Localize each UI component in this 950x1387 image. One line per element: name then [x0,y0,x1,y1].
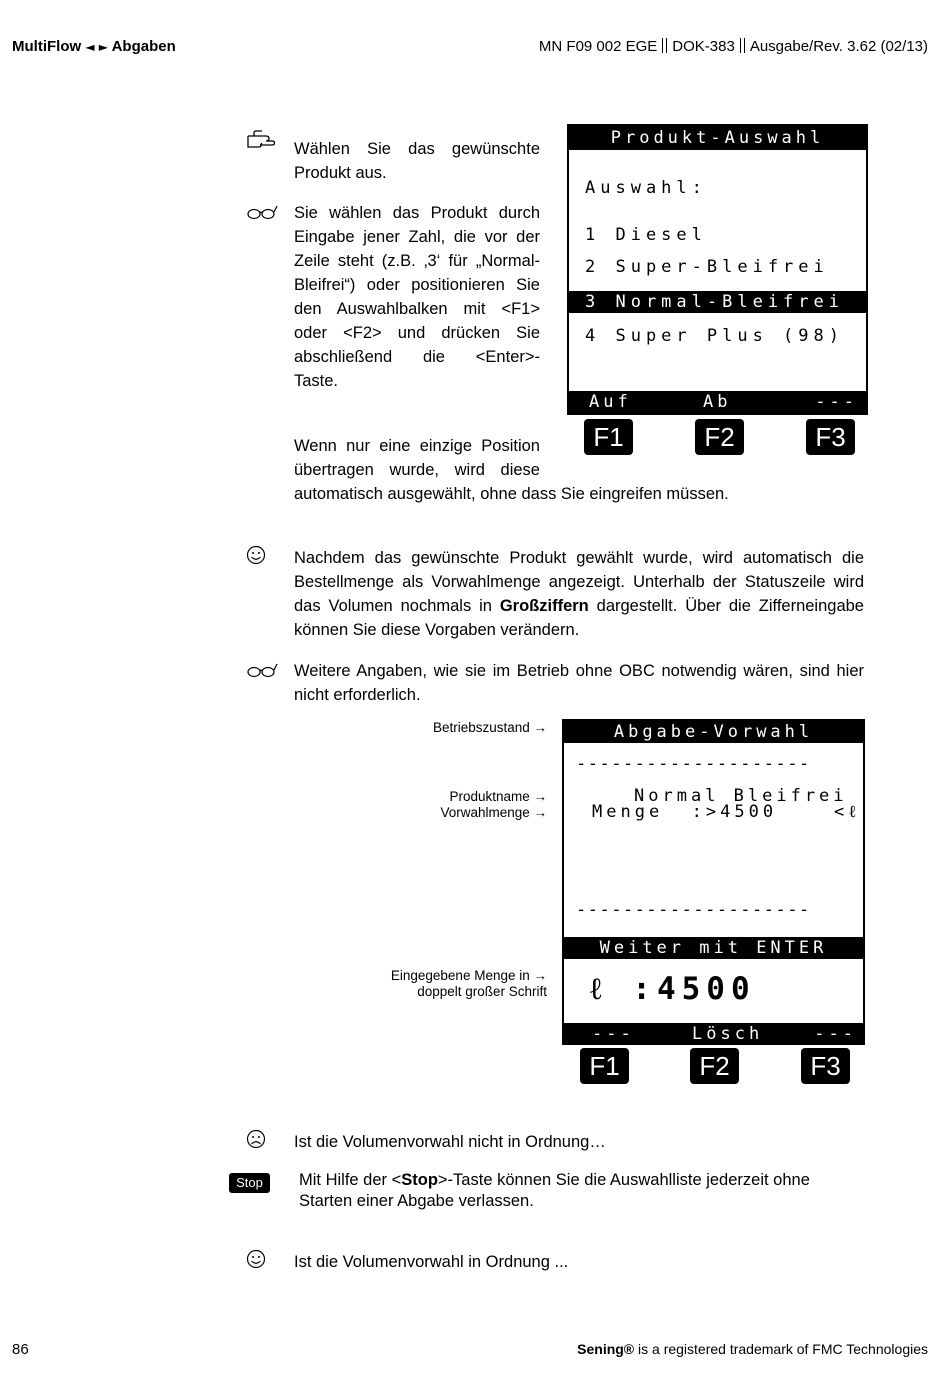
header-breadcrumb [12,38,176,55]
header-doc-info [539,38,928,55]
f1-key[interactable]: F1 [580,1048,629,1084]
product-name: Normal Bleifrei [634,786,848,806]
big-quantity: ℓ :4500 [590,971,756,1007]
display-preset [562,719,865,1045]
not-ok-text: Ist die Volumenvorwahl nicht in Ordnung… [294,1133,606,1151]
header-separator [740,38,745,53]
display-title-bar [569,126,866,150]
glasses-icon [246,203,278,223]
softkey-label-f1: Auf [589,392,632,412]
glasses-icon [246,661,278,681]
label-entered-quantity-2: doppelt großer Schrift [417,984,547,999]
f2-key[interactable]: F2 [690,1048,739,1084]
single-position-line: automatisch ausgewählt, ohne dass Sie eingreifen müssen. [294,485,729,503]
doc-code: MN F09 002 EGE [538,38,658,55]
divider-line: -------------------- [576,900,811,920]
display-title: Produkt-Auswahl [610,128,825,148]
f3-key[interactable]: F3 [801,1048,850,1084]
label-entered-quantity: Eingegebene Menge in → [390,968,547,983]
softkey-label-f3: --- [814,1024,857,1044]
selection-bar[interactable] [569,291,866,313]
trademark-notice: Sening® is a registered trademark of FMC Technologies [577,1341,928,1357]
page-footer [12,1341,928,1361]
label-product-name: Produktname → [449,789,547,804]
f1-key[interactable]: F1 [584,419,633,455]
softkey-label-f1: --- [592,1024,635,1044]
hint-line: Sie wählen das Produkt durch [294,204,540,222]
display-title: Abgabe-Vorwahl [613,722,814,742]
doc-revision: Ausgabe/Rev. 3.62 (02/13) [749,38,928,55]
product-option-2[interactable]: 2 Super-Bleifrei [585,257,829,277]
smiley-icon [246,545,266,568]
hint-line: Taste. [294,372,339,390]
product-option-3: 3 Normal-Bleifrei [585,292,844,312]
header-separator [662,38,667,53]
hint-line: Bleifrei“) oder positionieren Sie [294,276,540,294]
hint-line: abschließend die <Enter>- [294,348,540,366]
nav-arrows-icon: ◄ ► [85,40,108,54]
doc-number: DOK-383 [672,38,735,55]
softkey-label-f2: Ab [703,392,732,412]
softkey-label-f3: --- [815,392,858,412]
display-product-selection [567,124,868,415]
softkey-bar [569,391,866,413]
preset-quantity: Menge :>4500 <ℓ [592,802,861,822]
stop-instruction: Mit Hilfe der <Stop>-Taste können Sie die Auswahlliste jederzeit ohne Starten einer Abgabe verlassen. [299,1171,810,1210]
product-option-1[interactable]: 1 Diesel [585,225,707,245]
frown-icon [246,1129,266,1152]
hint-line: oder <F2> und drücken Sie [294,324,540,342]
hint-line: Eingabe jener Zahl, die vor der [294,228,540,246]
smiley-icon [246,1249,266,1272]
display-prompt: Auswahl: [585,178,707,198]
obc-note: Weitere Angaben, wie sie im Betrieb ohne OBC notwendig wären, sind hier nicht erforderlich. [294,662,864,704]
preset-explanation: Nachdem das gewünschte Produkt gewählt wurde, wird automatisch die Bestellmenge als Vorwahlmenge angezeigt. Unterhalb der Statuszeile wird das Volumen nochmals in Großziffern dargestellt. Über die Zifferneingabe können Sie diese Vorgaben verändern. [294,549,864,639]
hint-line: Zeile steht (z.B. ‚3‘ für „Normal- [294,252,540,270]
bold-term: Großziffern [499,597,589,615]
softkey-label-f2: Lösch [692,1024,764,1044]
instruction-select-product: Wählen Sie das gewünschte Produkt aus. [294,140,540,182]
softkey-bar [564,1023,863,1045]
ok-text: Ist die Volumenvorwahl in Ordnung ... [294,1253,569,1271]
stop-key-icon: Stop [229,1173,270,1193]
label-preset-quantity: Vorwahlmenge → [440,805,547,820]
page-header [12,38,928,58]
product-option-4[interactable]: 4 Super Plus (98) [585,326,844,346]
single-position-line: übertragen wurde, wird diese [294,461,540,479]
label-status: Betriebszustand → [432,720,547,735]
page-number: 86 [12,1341,29,1358]
header-product: MultiFlow [12,38,82,55]
status-bar [564,937,863,959]
f3-key[interactable]: F3 [806,419,855,455]
divider-line: -------------------- [576,754,811,774]
single-position-line: Wenn nur eine einzige Position [294,437,540,455]
status-text: Weiter mit ENTER [599,938,828,958]
hint-line: den Auswahlbalken mit <F1> [294,300,540,318]
hint-select-method [294,201,540,393]
header-section: Abgaben [111,38,176,55]
f2-key[interactable]: F2 [695,419,744,455]
display-title-bar [564,721,863,743]
pointing-hand-icon [246,130,276,155]
